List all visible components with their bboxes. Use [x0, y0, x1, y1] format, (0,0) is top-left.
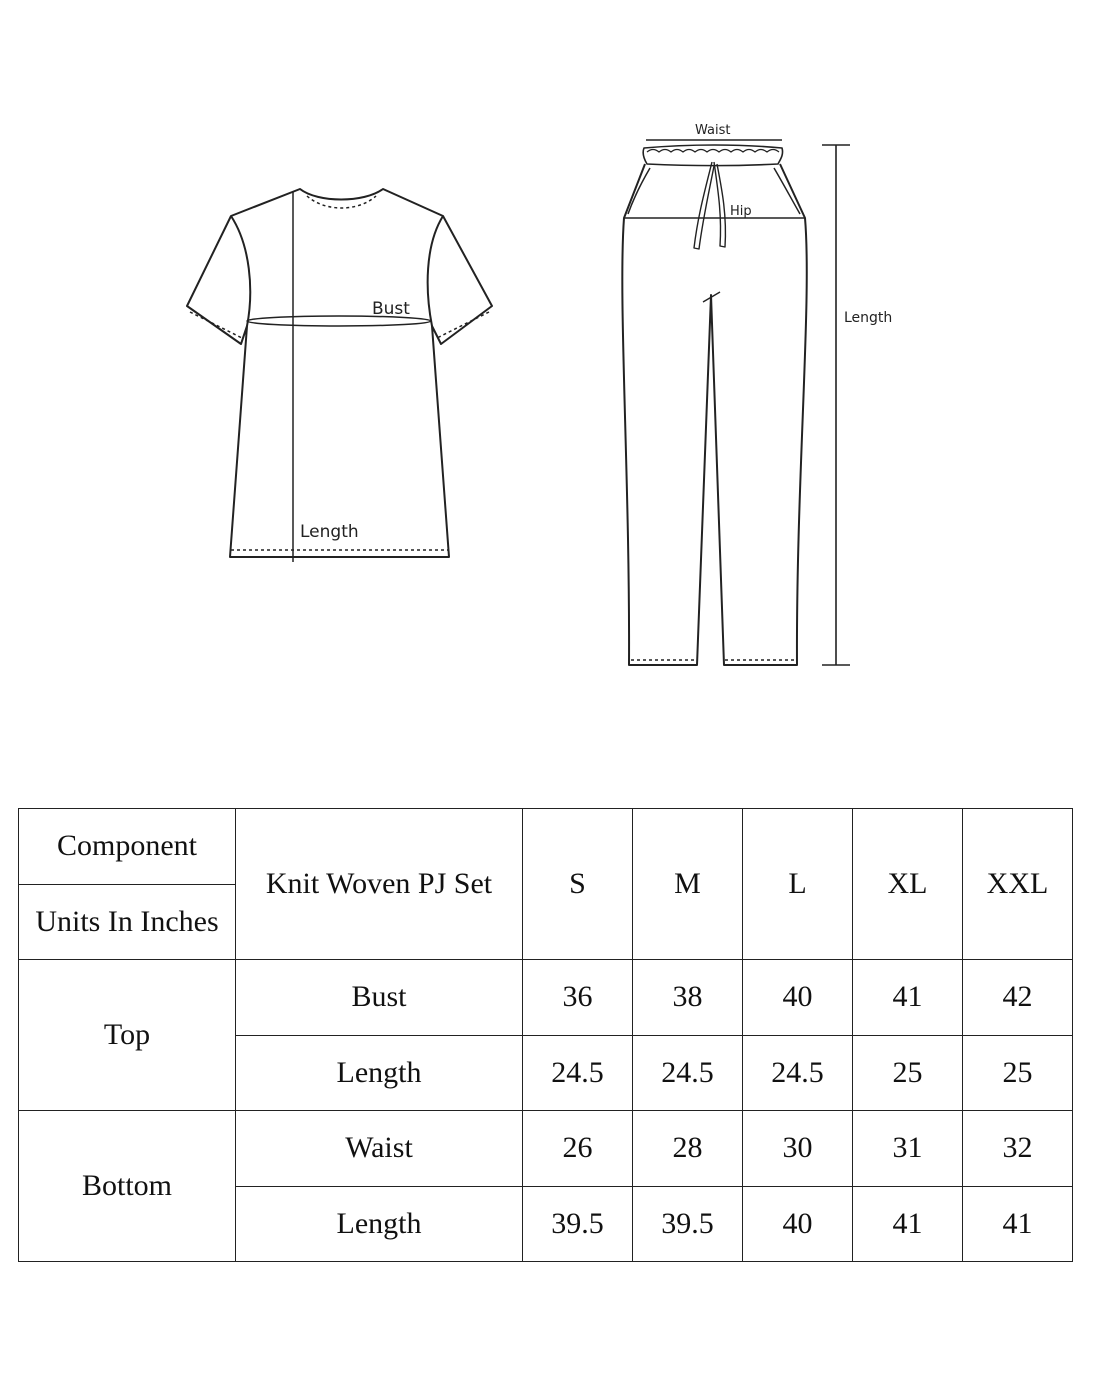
size-xl-header: XL [853, 809, 963, 960]
group-bottom: Bottom [19, 1111, 236, 1262]
value-cell: 28 [633, 1111, 743, 1187]
value-cell: 30 [743, 1111, 853, 1187]
tshirt-outline [187, 189, 492, 557]
product-name: Knit Woven PJ Set [236, 809, 523, 960]
value-cell: 41 [963, 1186, 1073, 1262]
value-cell: 38 [633, 960, 743, 1036]
units-label: Units In Inches [19, 884, 236, 960]
value-cell: 40 [743, 960, 853, 1036]
tshirt-length-label: Length [300, 522, 359, 542]
pants-length-label: Length [844, 310, 893, 326]
tshirt-left-sleeve-hem [190, 312, 242, 338]
value-cell: 39.5 [633, 1186, 743, 1262]
measure-label: Bust [236, 960, 523, 1036]
value-cell: 31 [853, 1111, 963, 1187]
pants-outline [622, 164, 806, 665]
pants-waist-label: Waist [695, 123, 731, 138]
size-xxl-header: XXL [963, 809, 1073, 960]
pants-left-pocket [628, 168, 650, 214]
value-cell: 25 [963, 1035, 1073, 1111]
pants-drawstring-left [694, 162, 714, 249]
tshirt-left-armhole [231, 216, 250, 326]
size-l-header: L [743, 809, 853, 960]
value-cell: 32 [963, 1111, 1073, 1187]
size-s-header: S [523, 809, 633, 960]
pants-hip-label: Hip [730, 204, 752, 219]
tshirt-right-armhole [428, 216, 443, 326]
component-label: Component [19, 809, 236, 885]
value-cell: 24.5 [743, 1035, 853, 1111]
measure-label: Waist [236, 1111, 523, 1187]
tshirt-illustration [187, 189, 492, 562]
value-cell: 41 [853, 1186, 963, 1262]
size-chart-table [18, 808, 1073, 1262]
measure-label: Length [236, 1035, 523, 1111]
value-cell: 36 [523, 960, 633, 1036]
pants-waistband-ruffle [647, 150, 779, 153]
size-m-header: M [633, 809, 743, 960]
value-cell: 41 [853, 960, 963, 1036]
group-top: Top [19, 960, 236, 1111]
pants-right-pocket [774, 168, 800, 214]
tshirt-bust-label: Bust [372, 299, 410, 319]
table-row [19, 960, 1073, 1036]
value-cell: 24.5 [633, 1035, 743, 1111]
value-cell: 24.5 [523, 1035, 633, 1111]
value-cell: 39.5 [523, 1186, 633, 1262]
value-cell: 25 [853, 1035, 963, 1111]
value-cell: 40 [743, 1186, 853, 1262]
value-cell: 42 [963, 960, 1073, 1036]
measure-label: Length [236, 1186, 523, 1262]
tshirt-right-sleeve-hem [437, 312, 489, 338]
pants-waistband [643, 145, 782, 166]
header-row-1 [19, 809, 1073, 885]
table-row [19, 1111, 1073, 1187]
value-cell: 26 [523, 1111, 633, 1187]
pants-drawstring-right [714, 162, 725, 247]
